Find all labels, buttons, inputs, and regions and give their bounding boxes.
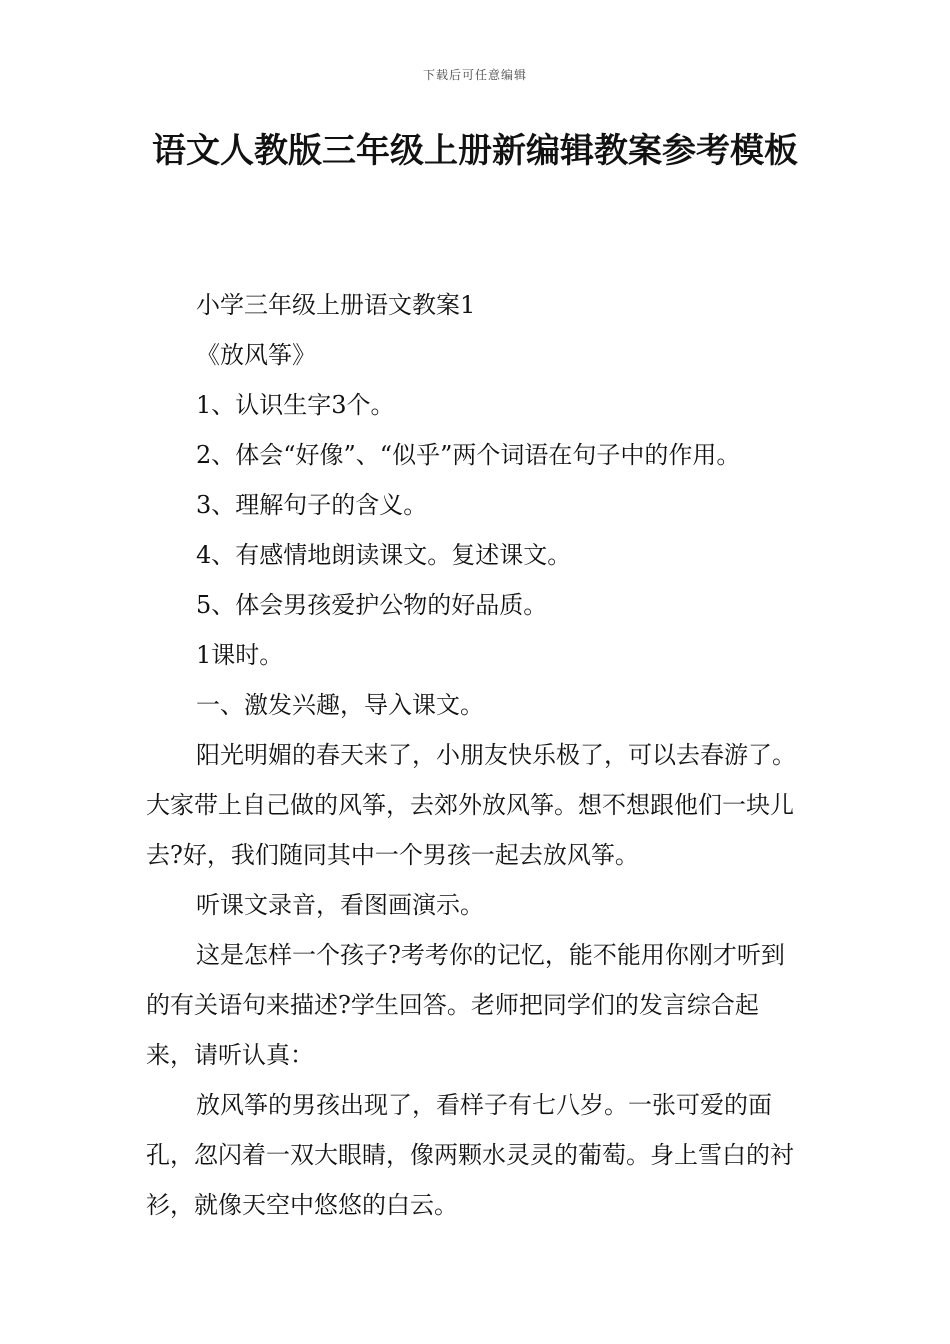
paragraph: 《放风筝》 (196, 341, 316, 369)
paragraph: 1课时。 (196, 641, 284, 669)
document-title: 语文人教版三年级上册新编辑教案参考模板 (152, 131, 798, 171)
paragraph: 一、激发兴趣，导入课文。 (196, 691, 484, 719)
paragraph: 5、体会男孩爱护公物的好品质。 (196, 591, 548, 619)
paragraph: 这是怎样一个孩子?考考你的记忆，能不能用你刚才听到的有关语句来描述?学生回答。老师把同学们的发言综合起来，请听认真： (146, 941, 785, 1069)
paragraph: 2、体会“好像”、“似乎”两个词语在句子中的作用。 (196, 441, 741, 469)
paragraph: 3、理解句子的含义。 (196, 491, 428, 519)
paragraph: 听课文录音，看图画演示。 (196, 891, 484, 919)
paragraph: 放风筝的男孩出现了，看样子有七八岁。一张可爱的面孔，忽闪着一双大眼睛，像两颗水灵灵的葡萄。身上雪白的衬衫，就像天空中悠悠的白云。 (146, 1091, 794, 1219)
page-header: 下载后可任意编辑 (422, 68, 527, 82)
document-body (146, 280, 806, 1230)
paragraph: 小学三年级上册语文教案1 (196, 291, 476, 319)
paragraph: 4、有感情地朗读课文。复述课文。 (196, 541, 572, 569)
paragraph: 阳光明媚的春天来了，小朋友快乐极了，可以去春游了。大家带上自己做的风筝，去郊外放风筝。想不想跟他们一块儿去?好，我们随同其中一个男孩一起去放风筝。 (146, 741, 796, 869)
paragraph: 1、认识生字3个。 (196, 391, 395, 419)
